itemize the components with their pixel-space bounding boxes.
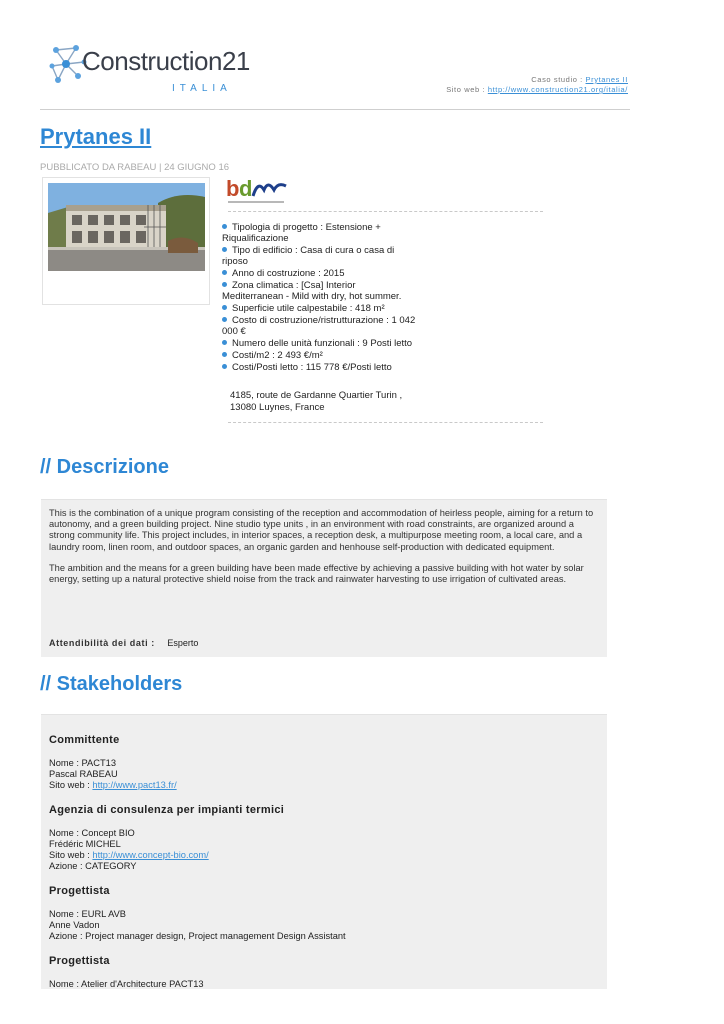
case-link[interactable]: Prytanes II [585,75,628,84]
stakeholder-title: Progettista [49,955,110,967]
project-photo [48,183,205,271]
site-link[interactable]: http://www.construction21.org/italia/ [487,85,628,94]
stakeholder-name: Nome : Concept BIO [49,828,135,838]
stakeholder-action: Azione : CATEGORY [49,861,137,871]
stakeholder-site [49,780,599,791]
reliability-value: Esperto [167,638,199,648]
site-label: Sito web : [49,850,93,860]
stakeholder-progettista-1 [49,885,599,942]
info-divider-top [228,211,543,212]
bullet-icon [222,364,227,369]
info-item [222,338,417,349]
project-info-list [222,222,417,374]
svg-text:d: d [239,176,253,201]
stakeholder-committente [49,734,599,791]
description-paragraph-1: This is the combination of a unique program consisting of the reception and accommodation of heirless people, aiming for a return to autonomy, and a green building project. Nine studio type units , in an environment with road constraints, are organized around a strong community life. This project includes, in interior spaces, a reception desk, a multipurpose meeting room, a local care, and a laundry room, linen room, and outdoor spaces, an organic garden and henhouse self-production with dedicated equipment. [49,508,594,552]
stakeholder-title: Agenzia di consulenza per impianti termici [49,804,285,816]
reliability-label: Attendibilità dei dati : [49,638,155,648]
bullet-icon [222,270,227,275]
bullet-icon [222,305,227,310]
stakeholder-name: Nome : Atelier d'Architecture PACT13 [49,979,204,989]
address-line-2: 13080 Luynes, France [230,402,325,413]
bullet-icon [222,247,227,252]
info-item [222,245,417,267]
info-item-text: Superficie utile calpestabile : 418 m² [232,303,385,314]
bullet-icon [222,340,227,345]
info-item-text: Zona climatica : [Csa] Interior Mediterranean - Mild with dry, hot summer. [222,280,402,302]
stakeholders-box [41,714,607,989]
stakeholder-person: Frédéric MICHEL [49,839,121,849]
info-item [222,362,417,373]
page-title[interactable]: Prytanes II [40,124,152,149]
info-item [222,350,417,361]
bullet-icon [222,352,227,357]
case-label: Caso studio : [531,75,586,84]
info-item-text: Tipo di edificio : Casa di cura o casa di riposo [222,245,395,267]
stakeholder-site-link[interactable]: http://www.pact13.fr/ [92,780,177,790]
info-item [222,303,417,314]
stakeholder-consulenza [49,804,599,872]
address-line-1: 4185, route de Gardanne Quartier Turin , [230,390,403,401]
stakeholder-progettista-2 [49,955,599,990]
info-item [222,280,417,302]
bullet-icon [222,224,227,229]
description-heading: // Descrizione [40,456,169,478]
stakeholder-person: Pascal RABEAU [49,769,118,779]
logo-subtitle: ITALIA [172,83,232,94]
stakeholder-site-link[interactable]: http://www.concept-bio.com/ [92,850,209,860]
info-item [222,222,417,244]
construction21-logo[interactable] [46,42,250,102]
byline: PUBBLICATO DA RABEAU | 24 GIUGNO 16 [40,162,230,173]
stakeholder-title: Committente [49,734,120,746]
info-item-text: Costi/Posti letto : 115 778 €/Posti letto [232,362,392,373]
svg-text:b: b [226,176,240,201]
data-reliability [49,638,198,648]
address [230,390,402,414]
stakeholder-action: Azione : Project manager design, Project management Design Assistant [49,931,346,941]
info-item-text: Tipologia di progetto : Estensione + Riqualificazione [222,222,381,244]
info-item-text: Numero delle unità funzionali : 9 Posti letto [232,338,413,349]
project-photo-frame [42,177,210,305]
description-paragraph-2: The ambition and the means for a green building have been made effective by achieving a passive building with hot water by solar energy, setting up a natural protective shield noise from the track and rainwater harvesting to use irrigation of cultivated areas. [49,562,584,585]
stakeholder-title: Progettista [49,885,110,897]
info-item [222,315,417,337]
header-meta [446,75,628,95]
info-divider-bottom [228,422,543,423]
stakeholder-name: Nome : EURL AVB [49,909,126,919]
stakeholders-heading: // Stakeholders [40,673,183,695]
info-item [222,268,417,279]
site-label: Sito web : [446,85,488,94]
info-item-text: Costo di costruzione/ristrutturazione : 1 042 000 € [222,315,416,337]
stakeholder-site [49,850,599,861]
info-item-text: Costi/m2 : 2 493 €/m² [232,350,323,361]
logo-name: Construction21 [82,46,250,76]
stakeholder-name: Nome : PACT13 [49,758,116,768]
bullet-icon [222,282,227,287]
header-divider [40,109,630,110]
description-box [41,499,607,657]
bdm-logo [226,176,288,208]
bullet-icon [222,317,227,322]
info-item-text: Anno di costruzione : 2015 [232,268,345,279]
stakeholder-person: Anne Vadon [49,920,100,930]
site-label: Sito web : [49,780,93,790]
